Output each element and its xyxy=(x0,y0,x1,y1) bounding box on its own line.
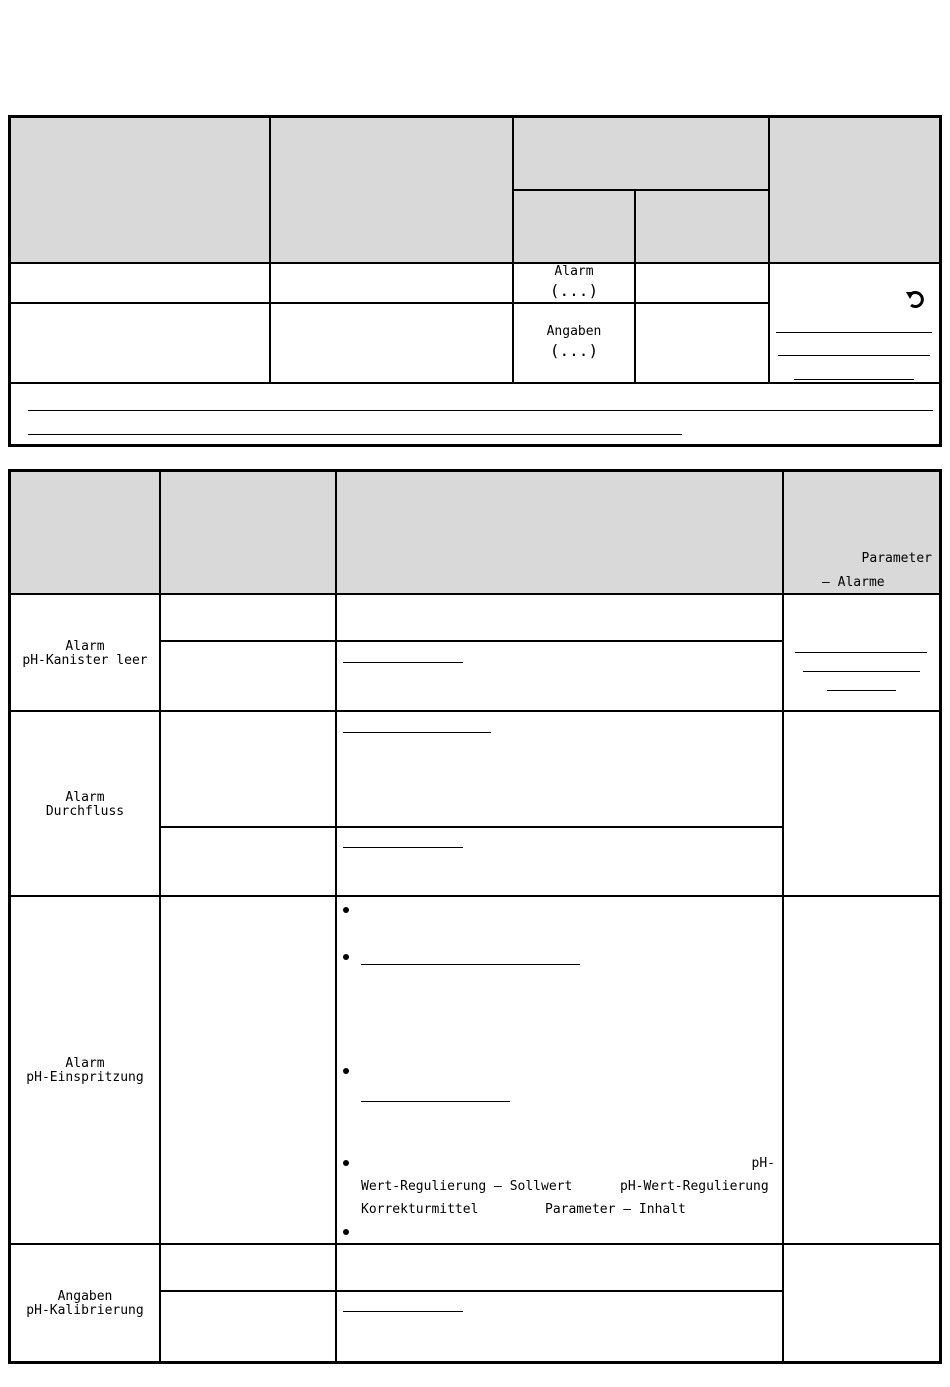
alarm-cell-ellipsis: (...) xyxy=(549,281,599,300)
bullet-1 xyxy=(343,907,349,913)
angaben-cell-label: Angaben xyxy=(546,324,602,339)
bullet4-line2a: Wert-Regulierung – Sollwert xyxy=(361,1179,573,1194)
bullet4-ph: pH- xyxy=(751,1156,775,1171)
angaben-cell-ellipsis: (...) xyxy=(549,341,599,360)
row-label-durchfluss-line1: Alarm xyxy=(65,790,105,805)
row-label-einspritzung-line2: pH-Einspritzung xyxy=(26,1070,144,1085)
bullet-3 xyxy=(343,1068,349,1074)
alarm-table-header xyxy=(11,472,939,594)
row-label-kalibrierung-line1: Angaben xyxy=(57,1289,113,1304)
bullet4-line3b: Parameter – Inhalt xyxy=(545,1202,686,1217)
alarm-cell-label: Alarm xyxy=(554,264,594,279)
row-label-einspritzung-line1: Alarm xyxy=(65,1056,105,1071)
bullet4-line3a: Korrekturmittel xyxy=(361,1202,479,1217)
bullet-2 xyxy=(343,954,349,960)
row-label-kanister-line1: Alarm xyxy=(65,639,105,654)
row-label-durchfluss-line2: Durchfluss xyxy=(45,804,125,819)
row-label-kalibrierung-line2: pH-Kalibrierung xyxy=(26,1303,144,1318)
bullet-5 xyxy=(343,1229,349,1235)
bullet4-line2b: pH-Wert-Regulierung xyxy=(620,1179,769,1194)
header-alarme: – Alarme xyxy=(822,575,885,590)
header-parameter: Parameter xyxy=(861,551,932,566)
undo-icon xyxy=(904,288,928,312)
summary-table-header xyxy=(11,118,939,263)
bullet-4 xyxy=(343,1160,349,1166)
row-label-kanister-line2: pH-Kanister leer xyxy=(22,653,148,668)
alarm-table xyxy=(8,469,942,1364)
